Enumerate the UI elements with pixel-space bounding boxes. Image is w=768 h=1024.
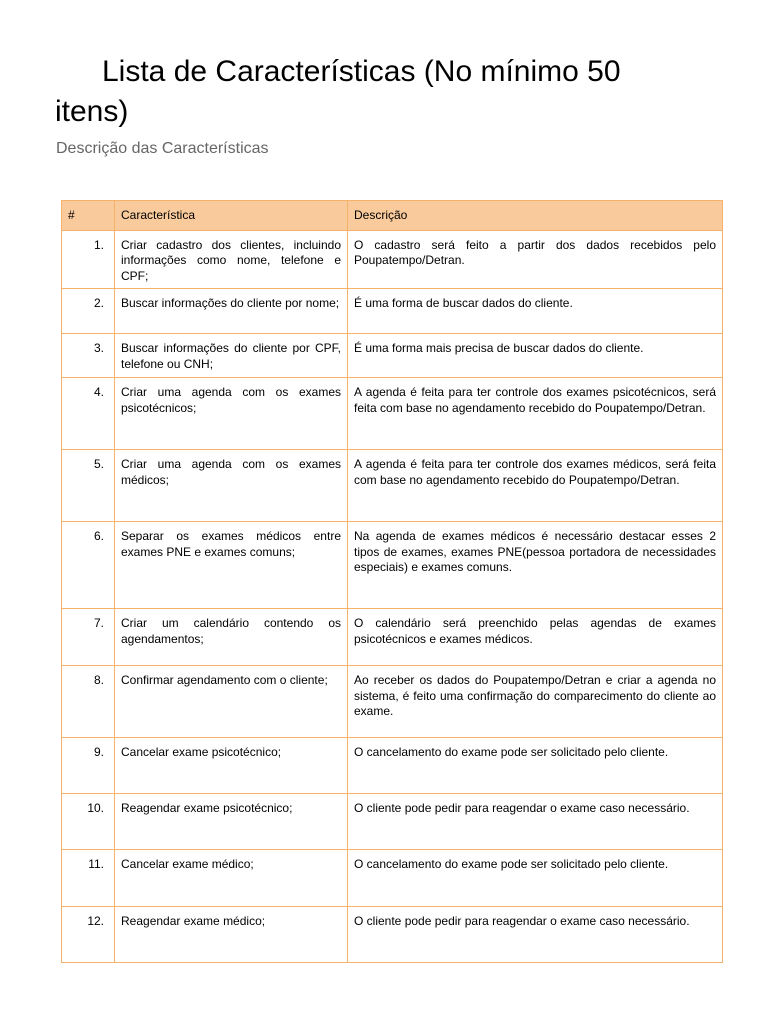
row-feature: Confirmar agendamento com o cliente; — [115, 666, 348, 738]
row-feature: Cancelar exame psicotécnico; — [115, 738, 348, 794]
document-title: Lista de Características (No mínimo 50 itens) — [55, 55, 621, 128]
row-description: O calendário será preenchido pelas agendas de exames psicotécnicos e exames médicos. — [348, 609, 723, 666]
row-feature: Reagendar exame médico; — [115, 907, 348, 963]
row-feature: Buscar informações do cliente por nome; — [115, 289, 348, 334]
row-number: 8. — [62, 666, 115, 738]
features-table — [61, 200, 723, 963]
header-number: # — [62, 201, 115, 231]
table-row — [62, 850, 723, 907]
row-number: 6. — [62, 522, 115, 609]
row-feature: Criar um calendário contendo os agendamentos; — [115, 609, 348, 666]
row-feature: Reagendar exame psicotécnico; — [115, 794, 348, 850]
row-number: 3. — [62, 334, 115, 378]
table-row — [62, 609, 723, 666]
row-description: Na agenda de exames médicos é necessário destacar esses 2 tipos de exames, exames PNE(pessoa portadora de necessidades especiais) e exames comuns. — [348, 522, 723, 609]
row-description: O cliente pode pedir para reagendar o exame caso necessário. — [348, 794, 723, 850]
row-number: 12. — [62, 907, 115, 963]
table-row — [62, 666, 723, 738]
row-description: O cadastro será feito a partir dos dados recebidos pelo Poupatempo/Detran. — [348, 230, 723, 289]
table-row — [62, 289, 723, 334]
row-feature: Criar uma agenda com os exames psicotécnicos; — [115, 378, 348, 450]
row-description: É uma forma mais precisa de buscar dados do cliente. — [348, 334, 723, 378]
row-description: O cancelamento do exame pode ser solicitado pelo cliente. — [348, 850, 723, 907]
row-description: O cliente pode pedir para reagendar o exame caso necessário. — [348, 907, 723, 963]
row-feature: Criar cadastro dos clientes, incluindo informações como nome, telefone e CPF; — [115, 230, 348, 289]
row-number: 11. — [62, 850, 115, 907]
row-description: É uma forma de buscar dados do cliente. — [348, 289, 723, 334]
row-feature: Cancelar exame médico; — [115, 850, 348, 907]
table-row — [62, 907, 723, 963]
header-description: Descrição — [348, 201, 723, 231]
row-number: 2. — [62, 289, 115, 334]
table-row — [62, 794, 723, 850]
table-row — [62, 738, 723, 794]
header-feature: Característica — [115, 201, 348, 231]
row-description: O cancelamento do exame pode ser solicitado pelo cliente. — [348, 738, 723, 794]
row-description: Ao receber os dados do Poupatempo/Detran e criar a agenda no sistema, é feito uma confirmação do comparecimento do cliente ao exame. — [348, 666, 723, 738]
row-number: 4. — [62, 378, 115, 450]
row-number: 9. — [62, 738, 115, 794]
table-header-row — [62, 201, 723, 231]
row-feature: Buscar informações do cliente por CPF, telefone ou CNH; — [115, 334, 348, 378]
document-subtitle: Descrição das Características — [56, 140, 269, 157]
row-description: A agenda é feita para ter controle dos exames psicotécnicos, será feita com base no agendamento recebido do Poupatempo/Detran. — [348, 378, 723, 450]
table-row — [62, 378, 723, 450]
row-number: 1. — [62, 230, 115, 289]
row-number: 7. — [62, 609, 115, 666]
table-row — [62, 334, 723, 378]
row-feature: Separar os exames médicos entre exames PNE e exames comuns; — [115, 522, 348, 609]
row-number: 5. — [62, 450, 115, 522]
table-row — [62, 522, 723, 609]
table-row — [62, 450, 723, 522]
table-row — [62, 230, 723, 289]
row-feature: Criar uma agenda com os exames médicos; — [115, 450, 348, 522]
row-description: A agenda é feita para ter controle dos exames médicos, será feita com base no agendamento recebido do Poupatempo/Detran. — [348, 450, 723, 522]
row-number: 10. — [62, 794, 115, 850]
